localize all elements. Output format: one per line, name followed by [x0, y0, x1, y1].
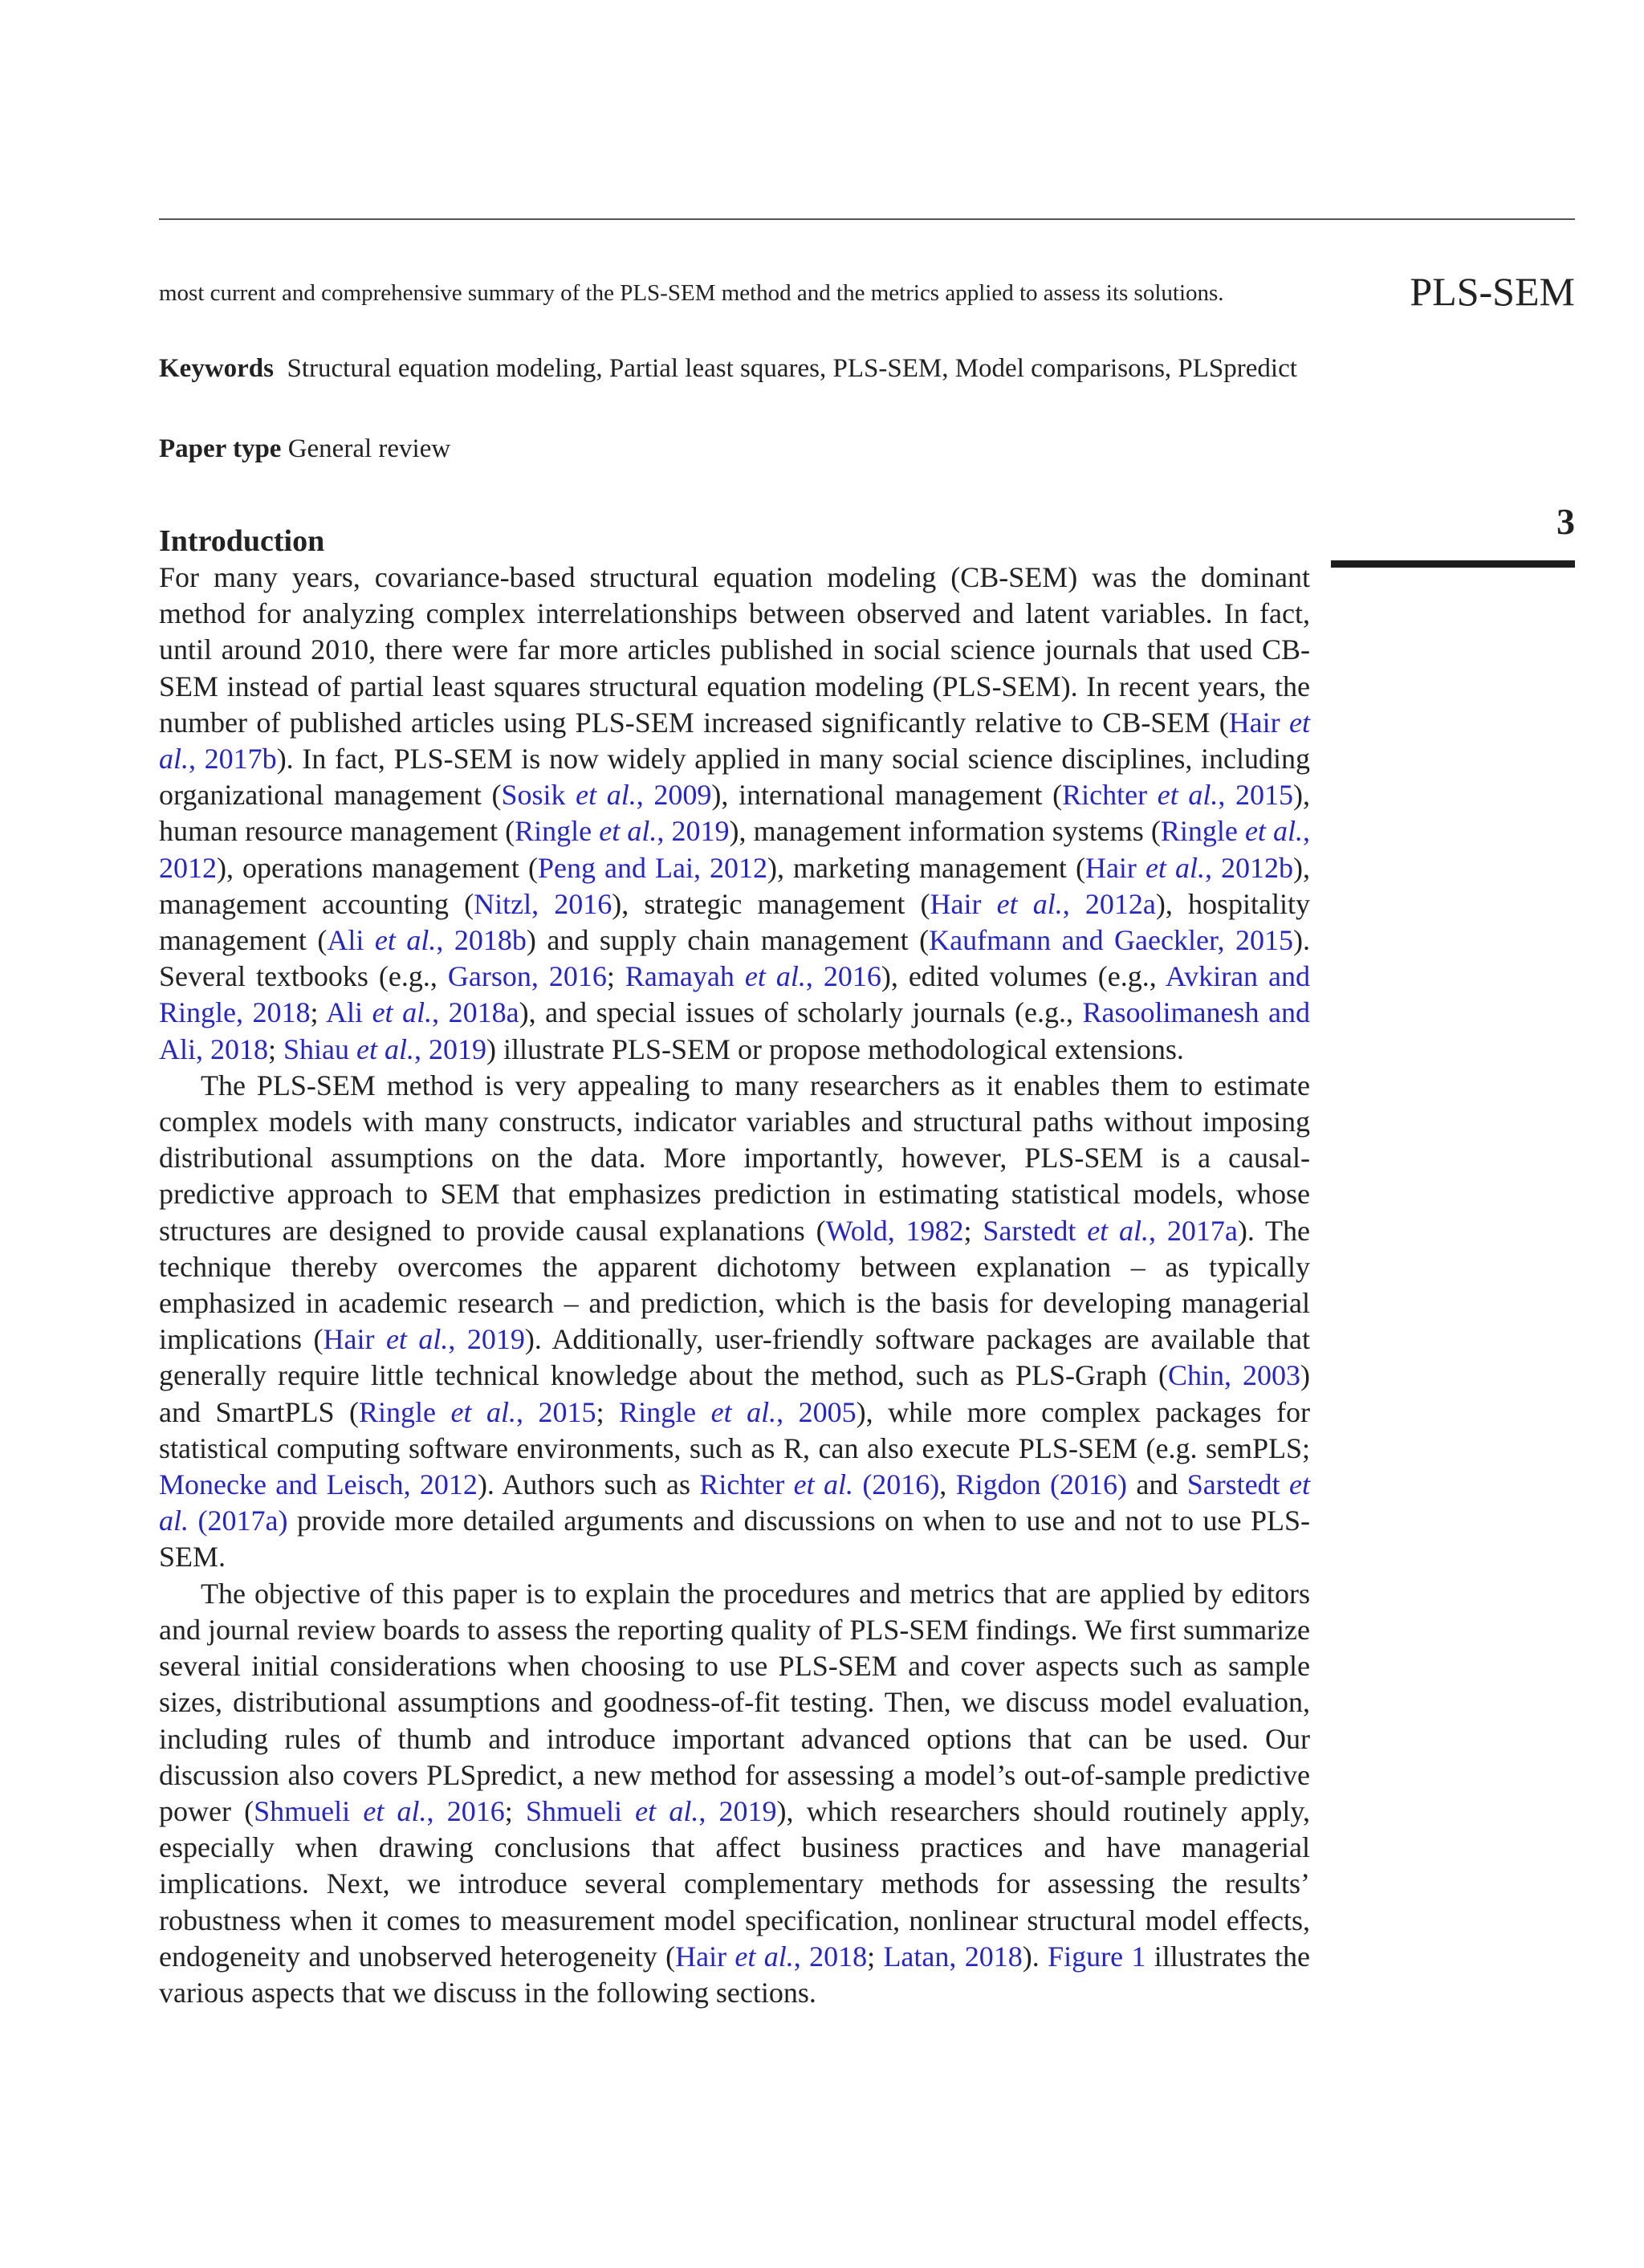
paper-type-label: Paper type [159, 434, 282, 463]
paragraph-2 [159, 1068, 1310, 1576]
keywords [159, 352, 1310, 385]
text-run: ), management accounting ( [159, 851, 1310, 920]
text-run: ; [268, 1032, 284, 1065]
text-run: ; [867, 1940, 884, 1973]
citation-link[interactable]: Ringle et al., 2015 [359, 1395, 596, 1428]
text-run: ), international management ( [711, 779, 1063, 812]
journal-name: PLS-SEM [1410, 269, 1575, 314]
abstract-tail: most current and comprehensive summary of the PLS-SEM method and the metrics applied to assess its solutions. [159, 280, 1224, 306]
citation-link[interactable]: Avkiran and Ringle, 2018 [159, 960, 1311, 1029]
text-run: The PLS-SEM method is very appealing to many researchers as it enables them to estimate complex models with many constructs, indicator variables and structural paths without imposing distributional assumptions on the data. More importantly, however, PLS-SEM is a causal-predictive approach to SEM that emphasizes prediction in estimating statistical models, whose structures are designed to provide causal explanations ( [159, 1069, 1310, 1247]
text-run: ) illustrate PLS-SEM or propose methodological extensions. [486, 1032, 1184, 1065]
text-run: ), and special issues of scholarly journals (e.g., [519, 996, 1083, 1029]
header-rule [159, 218, 1575, 220]
citation-link[interactable]: Ali et al., 2018a [326, 996, 519, 1029]
citation-link[interactable]: Garson, 2016 [447, 960, 607, 993]
paper-type [159, 433, 1310, 466]
text-run: ; [596, 1395, 620, 1428]
text-run: ) and supply chain management ( [526, 924, 930, 957]
citation-link[interactable]: Shmueli et al., 2019 [525, 1794, 777, 1827]
text-run: ). Additionally, user-friendly software packages are available that generally require little technical knowledge about the method, such as PLS-Graph ( [159, 1323, 1310, 1392]
citation-link[interactable]: Ramayah et al., 2016 [625, 960, 881, 993]
citation-link[interactable]: Monecke and Leisch, 2012 [159, 1468, 478, 1501]
text-run: ; [963, 1214, 983, 1247]
citation-link[interactable]: Sarstedt et al., 2017a [983, 1214, 1238, 1247]
text-run: ). [1022, 1940, 1048, 1973]
text-run: ), while more complex packages for statistical computing software environments, such as R, can also execute PLS-SEM (e.g. semPLS; [159, 1395, 1310, 1464]
citation-link[interactable]: Nitzl, 2016 [474, 887, 612, 920]
text-run: For many years, covariance-based structural equation modeling (CB-SEM) was the dominant method for analyzing complex interrelationships between observed and latent variables. In fact, until around 2010, there were far more articles published in social science journals that used CB-SEM instead of partial least squares structural equation modeling (PLS-SEM). In recent years, the number of published articles using PLS-SEM increased significantly relative to CB-SEM ( [159, 561, 1310, 739]
citation-link[interactable]: Hair et al., 2017b [159, 706, 1310, 776]
text-run: ). Several textbooks (e.g., [159, 924, 1310, 993]
text-run: ), which researchers should routinely apply, especially when drawing conclusions that affect business practices and have managerial implications. Next, we introduce several complementary methods for assessing the results’ robustness when it comes to measurement model specification, nonlinear structural model effects, endogeneity and unobserved heterogeneity ( [159, 1794, 1310, 1973]
text-run: ), hospitality management ( [159, 887, 1310, 957]
citation-link[interactable]: Shiau et al., 2019 [283, 1032, 487, 1065]
text-run: ). Authors such as [477, 1468, 700, 1501]
text-run: ; [504, 1794, 526, 1827]
figure-link[interactable]: Figure 1 [1048, 1940, 1146, 1973]
text-run: ). In fact, PLS-SEM is now widely applied in many social science disciplines, including organizational management ( [159, 743, 1311, 812]
citation-link[interactable]: Richter et al. (2016) [699, 1468, 940, 1501]
text-run: ) and SmartPLS ( [159, 1359, 1310, 1428]
citation-link[interactable]: Peng and Lai, 2012 [537, 851, 767, 884]
text-run: ), marketing management ( [767, 851, 1085, 884]
citation-link[interactable]: Ringle et al., 2019 [515, 815, 730, 848]
text-run: ), edited volumes (e.g., [881, 960, 1166, 993]
page-number: 3 [1557, 501, 1575, 542]
citation-link[interactable]: Rigdon (2016) [955, 1468, 1127, 1501]
citation-link[interactable]: Hair et al., 2012b [1084, 851, 1293, 884]
text-run: , [939, 1468, 956, 1501]
text-run: ), strategic management ( [612, 887, 930, 920]
text-run: ). The technique thereby overcomes the apparent dichotomy between explanation – as typically emphasized in academic research – and prediction, which is the basis for developing managerial implications ( [159, 1214, 1311, 1356]
citation-link[interactable]: Richter et al., 2015 [1062, 779, 1294, 812]
text-run: ; [606, 960, 625, 993]
citation-link[interactable]: Wold, 1982 [825, 1214, 964, 1247]
text-run: ), operations management ( [217, 851, 538, 884]
text-run: ; [310, 996, 327, 1029]
text-run: and [1127, 1468, 1187, 1501]
text-run: ), management information systems ( [729, 815, 1161, 848]
text-run: ), human resource management ( [159, 779, 1311, 848]
keywords-text: Structural equation modeling, Partial least squares, PLS-SEM, Model comparisons, PLSpredict [287, 354, 1297, 383]
citation-link[interactable]: Hair et al., 2019 [323, 1323, 525, 1356]
introduction-body [159, 560, 1310, 2011]
text-run: provide more detailed arguments and discussions on when to use and not to use PLS-SEM. [159, 1505, 1310, 1574]
citation-link[interactable]: Rasoolimanesh and Ali, 2018 [159, 996, 1310, 1065]
citation-link[interactable]: Hair et al., 2012a [930, 887, 1156, 920]
citation-link[interactable]: Sosik et al., 2009 [501, 779, 712, 812]
citation-link[interactable]: Ringle et al., 2005 [619, 1395, 857, 1428]
paragraph-3 [159, 1576, 1310, 2011]
text-run: illustrates the various aspects that we discuss in the following sections. [159, 1940, 1311, 2009]
citation-link[interactable]: Latan, 2018 [883, 1940, 1023, 1973]
section-heading-introduction: Introduction [159, 524, 325, 558]
citation-link[interactable]: Kaufmann and Gaeckler, 2015 [929, 924, 1293, 957]
page-number-rule [1331, 560, 1575, 568]
citation-link[interactable]: Sarstedt et al. (2017a) [159, 1468, 1311, 1537]
citation-link[interactable]: Ali et al., 2018b [327, 924, 527, 957]
paper-type-text: General review [287, 434, 451, 463]
citation-link[interactable]: Chin, 2003 [1167, 1359, 1300, 1392]
paragraph-1 [159, 560, 1310, 1068]
keywords-label: Keywords [159, 354, 274, 383]
text-run: The objective of this paper is to explain the procedures and metrics that are applied by editors and journal review boards to assess the reporting quality of PLS-SEM findings. We first summarize several initial considerations when choosing to use PLS-SEM and cover aspects such as sample sizes, distributional assumptions and goodness-of-fit testing. Then, we discuss model evaluation, including rules of thumb and introduce important advanced options that can be used. Our discussion also covers PLSpredict, a new method for assessing a model’s out-of-sample predictive power ( [159, 1577, 1310, 1827]
citation-link[interactable]: Shmueli et al., 2016 [254, 1794, 505, 1827]
citation-link[interactable]: Ringle et al., 2012 [159, 815, 1311, 884]
citation-link[interactable]: Hair et al., 2018 [675, 1940, 868, 1973]
